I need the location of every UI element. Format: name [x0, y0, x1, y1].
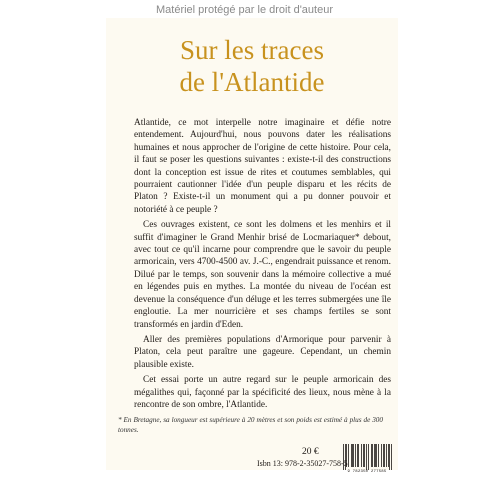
barcode-bar	[351, 444, 352, 467]
title-line-2: de l'Atlantide	[179, 67, 325, 97]
barcode-bar	[358, 444, 359, 467]
title-line-1: Sur les traces	[180, 35, 324, 65]
isbn: Isbn 13: 978-2-35027-758-5	[257, 459, 348, 468]
barcode-bar	[355, 444, 356, 467]
barcode-bar	[372, 444, 373, 467]
price: 20 €	[302, 447, 319, 457]
barcode-bar	[381, 444, 382, 467]
blurb	[134, 117, 391, 414]
barcode-bar	[353, 444, 354, 467]
barcode-bar	[363, 444, 364, 467]
barcode-bar	[386, 444, 387, 467]
copyright-watermark-top: Matériel protégé par le droit d'auteur	[156, 4, 333, 16]
barcode-bar	[348, 444, 349, 467]
barcode-bar	[378, 444, 379, 467]
barcode-bar	[364, 444, 365, 467]
barcode-bar	[383, 444, 384, 467]
barcode-bar	[368, 444, 369, 470]
book-title	[106, 34, 398, 98]
barcode-bar	[384, 444, 385, 467]
blurb-paragraph-3: Aller des premières populations d'Armorique pour parvenir à Platon, cela peut paraître une gageure. Cependant, un chemin plausible existe.	[134, 334, 391, 370]
barcode-bar	[374, 444, 375, 467]
blurb-paragraph-2: Ces ouvrages existent, ce sont les dolmens et les menhirs et il suffit d'imaginer le Grand Menhir brisé de Locmariaquer* debout, avec tout ce qu'il incarne pour comprendre que le savoir du peuple armoricain, vers 4700-4500 av. J.-C., engendrait puissance et renom. Dilué par le temps, son souvenir dans la mémoire collective a mué en légendes puis en mythes. La montée du niveau de l'océan est devenue la conséquence d'un déluge et les terres submergées une île engloutie. La mer nourricière et ses champs fertiles se sont transformés en jardin d'Eden.	[134, 220, 391, 330]
barcode-digits: 9 782350 277585	[347, 470, 387, 474]
barcode-bar	[343, 444, 344, 470]
barcode-bar	[388, 444, 389, 467]
barcode-bar	[346, 444, 347, 467]
barcode-bar	[366, 444, 367, 470]
footnote: * En Bretagne, sa longueur est supérieure à 20 mètres et son poids est estimé à plus de 300 tonnes.	[118, 416, 383, 434]
drop-cap: A	[134, 118, 141, 128]
blurb-paragraph-4: Cet essai porte un autre regard sur le peuple armoricain des mégalithes qui, façonné par la spécificité des lieux, nous mène à la rencontre de son ombre, l'Atlantide.	[134, 375, 391, 410]
barcode-icon	[343, 444, 392, 470]
blurb-paragraph-1	[134, 117, 391, 216]
barcode-bar	[361, 444, 362, 467]
barcode-bar	[352, 444, 353, 467]
barcode-bar	[375, 444, 376, 467]
barcode-bar	[345, 444, 346, 470]
barcode-bar	[389, 444, 390, 470]
barcode-bar	[371, 444, 372, 467]
blurb-paragraph-1-text: tlantide, ce mot interpelle notre imaginaire et défie notre entendement. Aujourd'hui, nous pouvons dater les réalisations humaines et nous approcher de l'origine de cette histoire. Pour cela, il faut se poser les questions suivantes : existe-t-il des constructions dont la conception est issue de rites et coutumes semblables, qui pourraient cautionner l'idée d'un peuple disparu et les récits de Platon ? Existe-t-il un monument qui a pu donner pouvoir et notoriété à ce peuple ?	[134, 118, 391, 215]
barcode-bar	[391, 444, 392, 470]
barcode-bar	[376, 444, 377, 467]
barcode-bar	[357, 444, 358, 467]
